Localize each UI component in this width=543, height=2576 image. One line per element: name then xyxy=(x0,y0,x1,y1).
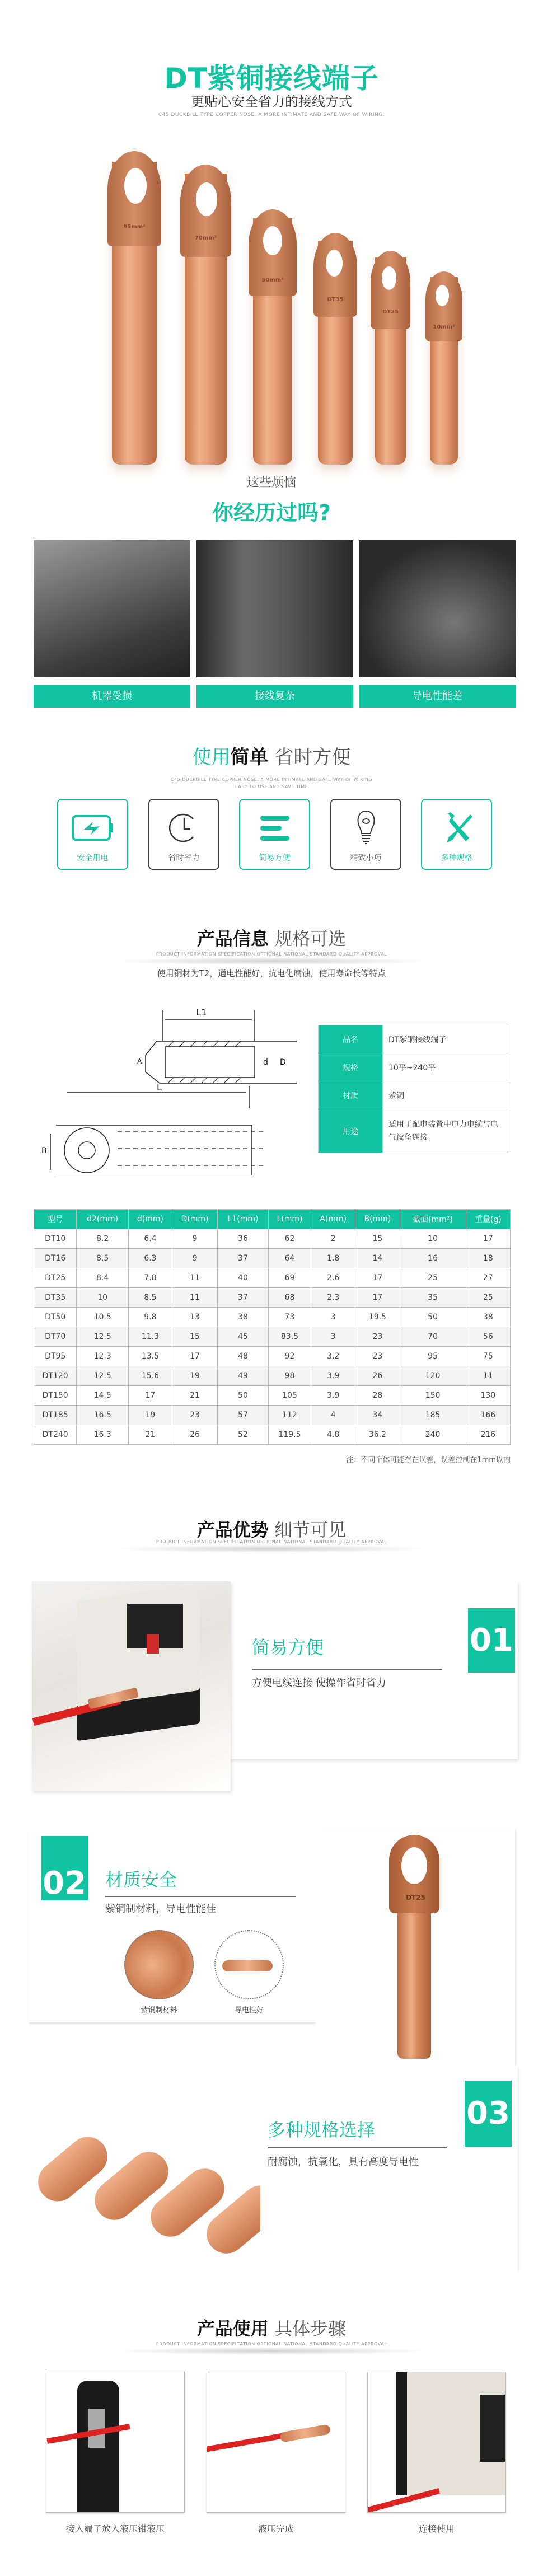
table-cell: 16.5 xyxy=(77,1406,129,1425)
table-cell: 12.5 xyxy=(77,1366,129,1386)
battery-bolt-icon xyxy=(58,812,127,843)
table-cell: DT25 xyxy=(34,1268,77,1288)
step-image-connect xyxy=(367,2372,506,2513)
table-cell: 68 xyxy=(268,1288,311,1308)
advantage-number-01: 01 xyxy=(468,1608,515,1673)
table-cell: DT185 xyxy=(34,1406,77,1425)
svg-text:d: d xyxy=(263,1058,268,1067)
usage-english: PRODUCT INFORMATION SPECIFICATION OPTIONAL NATIONAL STANDARD QUALITY APPROVAL xyxy=(156,2341,387,2346)
table-cell: 36.2 xyxy=(355,1425,400,1445)
table-cell: 36 xyxy=(218,1229,269,1249)
wrench-screwdriver-icon xyxy=(422,812,491,843)
table-cell: 17 xyxy=(172,1347,217,1366)
table-cell: 9 xyxy=(172,1249,217,1268)
table-cell: 40 xyxy=(218,1268,269,1288)
table-header: L1(mm) xyxy=(218,1210,269,1229)
table-cell: 14.5 xyxy=(77,1386,129,1406)
table-cell: 19.5 xyxy=(355,1308,400,1327)
table-cell: 2.3 xyxy=(311,1288,355,1308)
table-cell: 185 xyxy=(400,1406,466,1425)
lug-95: 95mm² xyxy=(112,162,157,465)
step-label: 连接使用 xyxy=(418,2523,455,2534)
trouble-label: 机器受损 xyxy=(34,685,190,708)
advantage-desc-03: 耐腐蚀，抗氧化，具有高度导电性 xyxy=(268,2156,419,2168)
spec-row: 品名 DT紫铜接线端子 xyxy=(319,1025,509,1053)
photo-poor-conductivity xyxy=(359,540,516,677)
svg-text:B: B xyxy=(41,1146,47,1155)
breaker-photo xyxy=(32,1581,231,1791)
trouble-label: 导电性能差 xyxy=(359,685,516,708)
lug-70: 70mm² xyxy=(185,174,227,465)
troubles-big-title: 你经历过吗? xyxy=(212,500,331,525)
table-cell: 18 xyxy=(466,1249,510,1268)
table-cell: 73 xyxy=(268,1308,311,1327)
divider xyxy=(105,1896,296,1897)
step-label: 液压完成 xyxy=(258,2523,294,2534)
table-cell: 8.5 xyxy=(128,1288,172,1308)
svg-text:D: D xyxy=(280,1058,286,1067)
table-cell: 28 xyxy=(355,1386,400,1406)
table-cell: 16 xyxy=(400,1249,466,1268)
advantage-title-03: 多种规格选择 xyxy=(268,2119,376,2141)
table-cell: 23 xyxy=(172,1406,217,1425)
table-cell: 64 xyxy=(268,1249,311,1268)
table-cell: 34 xyxy=(355,1406,400,1425)
table-cell: 45 xyxy=(218,1327,269,1347)
table-row xyxy=(34,1308,511,1327)
table-cell: 38 xyxy=(218,1308,269,1327)
table-cell: 15 xyxy=(172,1327,217,1347)
table-cell: 17 xyxy=(466,1229,510,1249)
table-cell: 3.9 xyxy=(311,1366,355,1386)
table-cell: DT16 xyxy=(34,1249,77,1268)
trouble-label: 接线复杂 xyxy=(196,685,353,708)
table-cell: 12.5 xyxy=(77,1327,129,1347)
lightbulb-icon xyxy=(331,812,400,843)
table-cell: 4.8 xyxy=(311,1425,355,1445)
table-cell: 9 xyxy=(172,1229,217,1249)
table-cell: 2.6 xyxy=(311,1268,355,1288)
table-cell: DT240 xyxy=(34,1425,77,1445)
product-info-title: 产品信息 规格可选 xyxy=(196,928,347,949)
dimension-diagram xyxy=(34,1002,302,1175)
svg-text:A: A xyxy=(137,1057,142,1065)
easy-english-2: EASY TO USE AND SAVE TIME xyxy=(235,784,308,789)
table-cell: 21 xyxy=(172,1386,217,1406)
table-cell: 11.3 xyxy=(128,1327,172,1347)
table-cell: 13.5 xyxy=(128,1347,172,1366)
table-cell: DT120 xyxy=(34,1366,77,1386)
table-cell: 17 xyxy=(128,1386,172,1406)
table-cell: 1.8 xyxy=(311,1249,355,1268)
lug-25: DT25 xyxy=(375,257,406,465)
table-cell: 50 xyxy=(218,1386,269,1406)
easy-title: 使用简单 省时方便 xyxy=(192,746,351,769)
table-header: 型号 xyxy=(34,1210,77,1229)
table-cell: 23 xyxy=(355,1347,400,1366)
lug-35: DT35 xyxy=(318,241,353,465)
table-cell: 17 xyxy=(355,1288,400,1308)
table-cell: 112 xyxy=(268,1406,311,1425)
advantage-desc-01: 方便电线连接 使操作省时省力 xyxy=(252,1677,386,1689)
table-cell: 57 xyxy=(218,1406,269,1425)
table-header: d(mm) xyxy=(128,1210,172,1229)
table-cell: DT150 xyxy=(34,1386,77,1406)
hero-lugs-image xyxy=(101,134,459,465)
table-cell: 62 xyxy=(268,1229,311,1249)
table-cell: 7.8 xyxy=(128,1268,172,1288)
advantage-title-02: 材质安全 xyxy=(105,1869,177,1890)
spec-row: 规格 10平~240平 xyxy=(319,1053,509,1081)
advantages-title: 产品优势 细节可见 xyxy=(196,1519,347,1540)
spec-row: 材质 紫铜 xyxy=(319,1081,509,1109)
table-header: D(mm) xyxy=(172,1210,217,1229)
table-cell: 37 xyxy=(218,1288,269,1308)
step-label: 接入端子放入液压钳液压 xyxy=(65,2523,165,2534)
hero-title: DT紫铜接线端子 xyxy=(164,62,379,95)
single-lug-photo: DT25 xyxy=(316,1829,515,2067)
table-row xyxy=(34,1288,511,1308)
divider-shadow xyxy=(112,957,431,965)
photo-complex-wiring xyxy=(196,540,353,677)
table-cell: DT50 xyxy=(34,1308,77,1327)
divider xyxy=(252,1669,442,1670)
table-cell: 3.2 xyxy=(311,1347,355,1366)
divider xyxy=(268,2147,447,2148)
table-cell: 8.5 xyxy=(77,1249,129,1268)
table-cell: 15 xyxy=(355,1229,400,1249)
table-cell: 3.9 xyxy=(311,1386,355,1406)
table-header: 截面(mm²) xyxy=(400,1210,466,1229)
svg-text:L: L xyxy=(157,1082,162,1093)
advantage-title-01: 简易方便 xyxy=(252,1637,324,1658)
table-cell: 15.6 xyxy=(128,1366,172,1386)
table-cell: 10.5 xyxy=(77,1308,129,1327)
table-cell: 216 xyxy=(466,1425,510,1445)
divider-shadow xyxy=(112,2347,431,2355)
table-header: L(mm) xyxy=(268,1210,311,1229)
table-cell: 2 xyxy=(311,1229,355,1249)
table-cell: 26 xyxy=(172,1425,217,1445)
step-image-crimped xyxy=(207,2372,345,2513)
table-cell: 119.5 xyxy=(268,1425,311,1445)
table-cell: DT95 xyxy=(34,1347,77,1366)
photo-machine-damage xyxy=(34,540,190,677)
table-cell: 14 xyxy=(355,1249,400,1268)
table-cell: 21 xyxy=(128,1425,172,1445)
circle-label: 紫铜制材料 xyxy=(141,2006,177,2015)
lug-50: 50mm² xyxy=(253,218,292,465)
table-row xyxy=(34,1366,511,1386)
table-cell: 98 xyxy=(268,1366,311,1386)
table-cell: 25 xyxy=(400,1268,466,1288)
usage-title: 产品使用 具体步骤 xyxy=(196,2318,347,2339)
table-cell: 166 xyxy=(466,1406,510,1425)
table-header: 重量(g) xyxy=(466,1210,510,1229)
table-cell: 130 xyxy=(466,1386,510,1406)
divider-shadow xyxy=(112,1545,431,1553)
table-cell: 50 xyxy=(400,1308,466,1327)
table-cell: 52 xyxy=(218,1425,269,1445)
lug-10: 10mm² xyxy=(430,277,458,465)
table-cell: 12.3 xyxy=(77,1347,129,1366)
table-cell: 11 xyxy=(172,1268,217,1288)
advantage-number-03: 03 xyxy=(465,2081,512,2147)
table-cell: 120 xyxy=(400,1366,466,1386)
table-cell: 38 xyxy=(466,1308,510,1327)
table-cell: 25 xyxy=(466,1288,510,1308)
table-cell: 19 xyxy=(172,1366,217,1386)
table-row xyxy=(34,1229,511,1249)
advantages-english: PRODUCT INFORMATION SPECIFICATION OPTIONAL NATIONAL STANDARD QUALITY APPROVAL xyxy=(156,1539,387,1544)
table-header: A(mm) xyxy=(311,1210,355,1229)
table-row xyxy=(34,1268,511,1288)
table-cell: 95 xyxy=(400,1347,466,1366)
table-row xyxy=(34,1406,511,1425)
hero-english: C45 DUCKBILL TYPE COPPER NOSE. A MORE INTIMATE AND SAFE WAY OF WIRING. xyxy=(158,112,385,118)
troubles-small-title: 这些烦恼 xyxy=(246,476,296,490)
table-cell: DT10 xyxy=(34,1229,77,1249)
conductivity-circle xyxy=(214,1930,284,1999)
hero-subtitle: 更贴心安全省力的接线方式 xyxy=(191,94,352,110)
table-cell: 23 xyxy=(355,1327,400,1347)
three-bars-icon xyxy=(240,812,309,843)
table-cell: 37 xyxy=(218,1249,269,1268)
table-cell: 26 xyxy=(355,1366,400,1386)
clock-icon xyxy=(149,812,218,843)
table-cell: 150 xyxy=(400,1386,466,1406)
feature-simple-convenient: 简易方便 xyxy=(239,799,310,870)
product-info-english: PRODUCT INFORMATION SPECIFICATION OPTIONAL NATIONAL STANDARD QUALITY APPROVAL xyxy=(156,952,387,957)
feature-multi-spec: 多种规格 xyxy=(421,799,492,870)
table-row xyxy=(34,1386,511,1406)
table-cell: DT70 xyxy=(34,1327,77,1347)
table-cell: 16.3 xyxy=(77,1425,129,1445)
table-cell: 3 xyxy=(311,1327,355,1347)
spec-row: 用途 适用于配电装置中电力电缆与电气设备连接 xyxy=(319,1109,509,1153)
table-header: B(mm) xyxy=(355,1210,400,1229)
table-header: d2(mm) xyxy=(77,1210,129,1229)
feature-save-time: 省时省力 xyxy=(148,799,219,870)
table-cell: 4 xyxy=(311,1406,355,1425)
table-cell: 70 xyxy=(400,1327,466,1347)
table-cell: 56 xyxy=(466,1327,510,1347)
table-cell: 240 xyxy=(400,1425,466,1445)
easy-english-1: C45 DUCKBILL TYPE COPPER NOSE. A MORE INTIMATE AND SAFE WAY OF WIRING xyxy=(170,777,373,782)
feature-safe-power: 安全用电 xyxy=(57,799,128,870)
svg-text:L1: L1 xyxy=(196,1007,207,1018)
advantage-number-02: 02 xyxy=(41,1836,88,1900)
table-cell: DT35 xyxy=(34,1288,77,1308)
table-row xyxy=(34,1347,511,1366)
table-cell: 105 xyxy=(268,1386,311,1406)
table-cell: 69 xyxy=(268,1268,311,1288)
table-cell: 49 xyxy=(218,1366,269,1386)
table-row xyxy=(34,1425,511,1445)
product-info-description: 使用铜材为T2，通电性能好，抗电化腐蚀，使用寿命长等特点 xyxy=(157,968,386,978)
spec-info-table xyxy=(318,1025,509,1153)
table-note: 注：不同个体可能存在误差，误差控制在1mm以内 xyxy=(346,1456,511,1464)
copper-material-circle xyxy=(124,1930,194,1999)
table-cell: 3 xyxy=(311,1308,355,1327)
table-cell: 10 xyxy=(400,1229,466,1249)
step-image-crimp xyxy=(46,2372,185,2513)
advantage-desc-02: 紫铜制材料，导电性能佳 xyxy=(105,1903,216,1915)
table-cell: 8.4 xyxy=(77,1268,129,1288)
table-cell: 75 xyxy=(466,1347,510,1366)
feature-compact: 精致小巧 xyxy=(330,799,401,870)
table-row xyxy=(34,1327,511,1347)
table-cell: 11 xyxy=(466,1366,510,1386)
table-cell: 48 xyxy=(218,1347,269,1366)
table-cell: 8.2 xyxy=(77,1229,129,1249)
spec-data-table xyxy=(34,1209,511,1445)
table-cell: 83.5 xyxy=(268,1327,311,1347)
table-cell: 35 xyxy=(400,1288,466,1308)
table-cell: 17 xyxy=(355,1268,400,1288)
table-cell: 9.8 xyxy=(128,1308,172,1327)
circle-label: 导电性好 xyxy=(234,2006,264,2015)
table-cell: 6.4 xyxy=(128,1229,172,1249)
table-row xyxy=(34,1249,511,1268)
table-cell: 10 xyxy=(77,1288,129,1308)
table-cell: 92 xyxy=(268,1347,311,1366)
table-cell: 13 xyxy=(172,1308,217,1327)
table-cell: 6.3 xyxy=(128,1249,172,1268)
table-cell: 19 xyxy=(128,1406,172,1425)
table-cell: 27 xyxy=(466,1268,510,1288)
lug-tubes-photo xyxy=(28,2105,260,2273)
table-cell: 11 xyxy=(172,1288,217,1308)
